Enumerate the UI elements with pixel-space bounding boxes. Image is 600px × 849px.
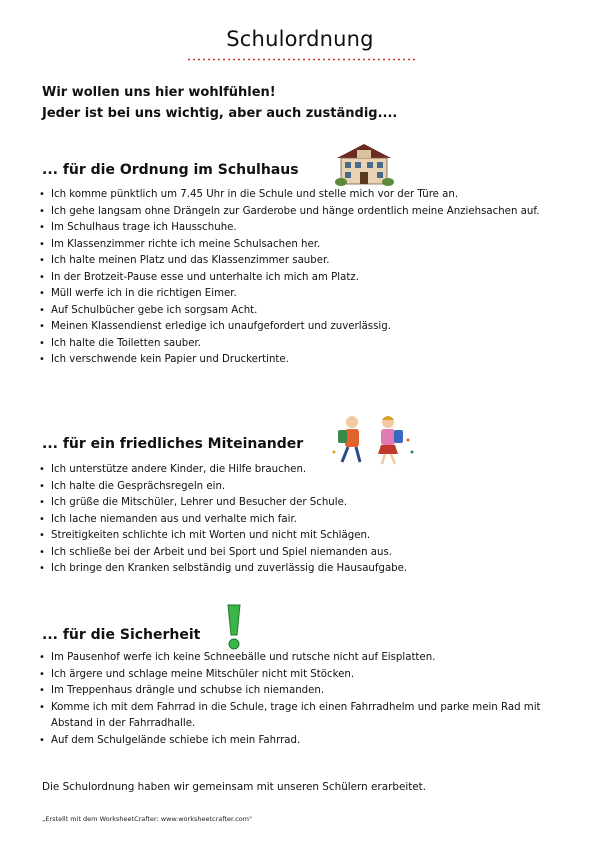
section-heading-sicherheit: ... für die Sicherheit: [42, 627, 201, 643]
list-item: • Ich bringe den Kranken selbständig und zuverlässig die Hausaufgabe.: [39, 563, 408, 574]
section-list-sicherheit: [38, 650, 568, 749]
list-item: • Ich halte die Toiletten sauber.: [39, 337, 201, 349]
list-item: • Im Pausenhof werfe ich keine Schneebälle und rutsche nicht auf Eisplatten.: [39, 652, 436, 663]
list-item: • Ich unterstütze andere Kinder, die Hilfe brauchen.: [39, 464, 307, 475]
list-item: • Ich schließe bei der Arbeit und bei Sport und Spiel niemanden aus.: [39, 546, 393, 558]
list-item: • Meinen Klassendienst erledige ich unaufgefordert und zuverlässig.: [39, 321, 391, 332]
list-item: • Ich komme pünktlich um 7.45 Uhr in die Schule und stelle mich vor der Türe an.: [39, 189, 459, 200]
children-icon: [328, 412, 416, 468]
schoolhouse-icon: [333, 140, 395, 186]
list-item: • Ich halte die Gesprächsregeln ein.: [39, 480, 226, 492]
exclamation-icon: [222, 603, 246, 651]
intro-line-2: Jeder ist bei uns wichtig, aber auch zuständig....: [42, 106, 398, 121]
list-item: • Im Treppenhaus drängle und schubse ich niemanden.: [39, 685, 325, 696]
closing-note: Die Schulordnung haben wir gemeinsam mit unseren Schülern erarbeitet.: [42, 781, 427, 793]
list-item: • Im Schulhaus trage ich Hausschuhe.: [39, 222, 237, 233]
list-item: • Im Klassenzimmer richte ich meine Schulsachen her.: [39, 238, 321, 250]
title-underline: [188, 58, 418, 61]
list-item: • Ich ärgere und schlage meine Mitschüler nicht mit Stöcken.: [39, 668, 355, 680]
section-list-miteinander: [38, 462, 568, 578]
page-title: Schulordnung: [226, 27, 374, 51]
section-heading-ordnung: ... für die Ordnung im Schulhaus: [42, 162, 299, 178]
list-item: • Ich gehe langsam ohne Drängeln zur Garderobe und hänge ordentlich meine Anziehsachen auf.: [39, 205, 540, 217]
intro: [42, 82, 397, 124]
list-item: • Auf dem Schulgelände schiebe ich mein Fahrrad.: [39, 734, 301, 746]
section-heading-miteinander: ... für ein friedliches Miteinander: [42, 436, 304, 452]
intro-line-1: Wir wollen uns hier wohlfühlen!: [42, 85, 276, 100]
list-item: • Komme ich mit dem Fahrrad in die Schule, trage ich einen Fahrradhelm und parke mein Rad mit Abstand in der Fahrradhalle.: [39, 701, 541, 729]
section-list-ordnung: [38, 187, 568, 369]
footer-credit: „Erstellt mit dem WorksheetCrafter: www.worksheetcrafter.com": [42, 815, 252, 823]
list-item: • Auf Schulbücher gebe ich sorgsam Acht.: [39, 304, 258, 316]
list-item: • Ich verschwende kein Papier und Druckertinte.: [39, 354, 289, 365]
list-item: • Ich halte meinen Platz und das Klassenzimmer sauber.: [39, 255, 330, 266]
list-item: • Ich grüße die Mitschüler, Lehrer und Besucher der Schule.: [39, 497, 348, 508]
list-item: • Müll werfe ich in die richtigen Eimer.: [39, 288, 237, 299]
list-item: • Streitigkeiten schlichte ich mit Worten und nicht mit Schlägen.: [39, 530, 371, 541]
list-item: • Ich lache niemanden aus und verhalte mich fair.: [39, 513, 297, 525]
list-item: • In der Brotzeit-Pause esse und unterhalte ich mich am Platz.: [39, 271, 359, 283]
title-container: [0, 27, 600, 55]
